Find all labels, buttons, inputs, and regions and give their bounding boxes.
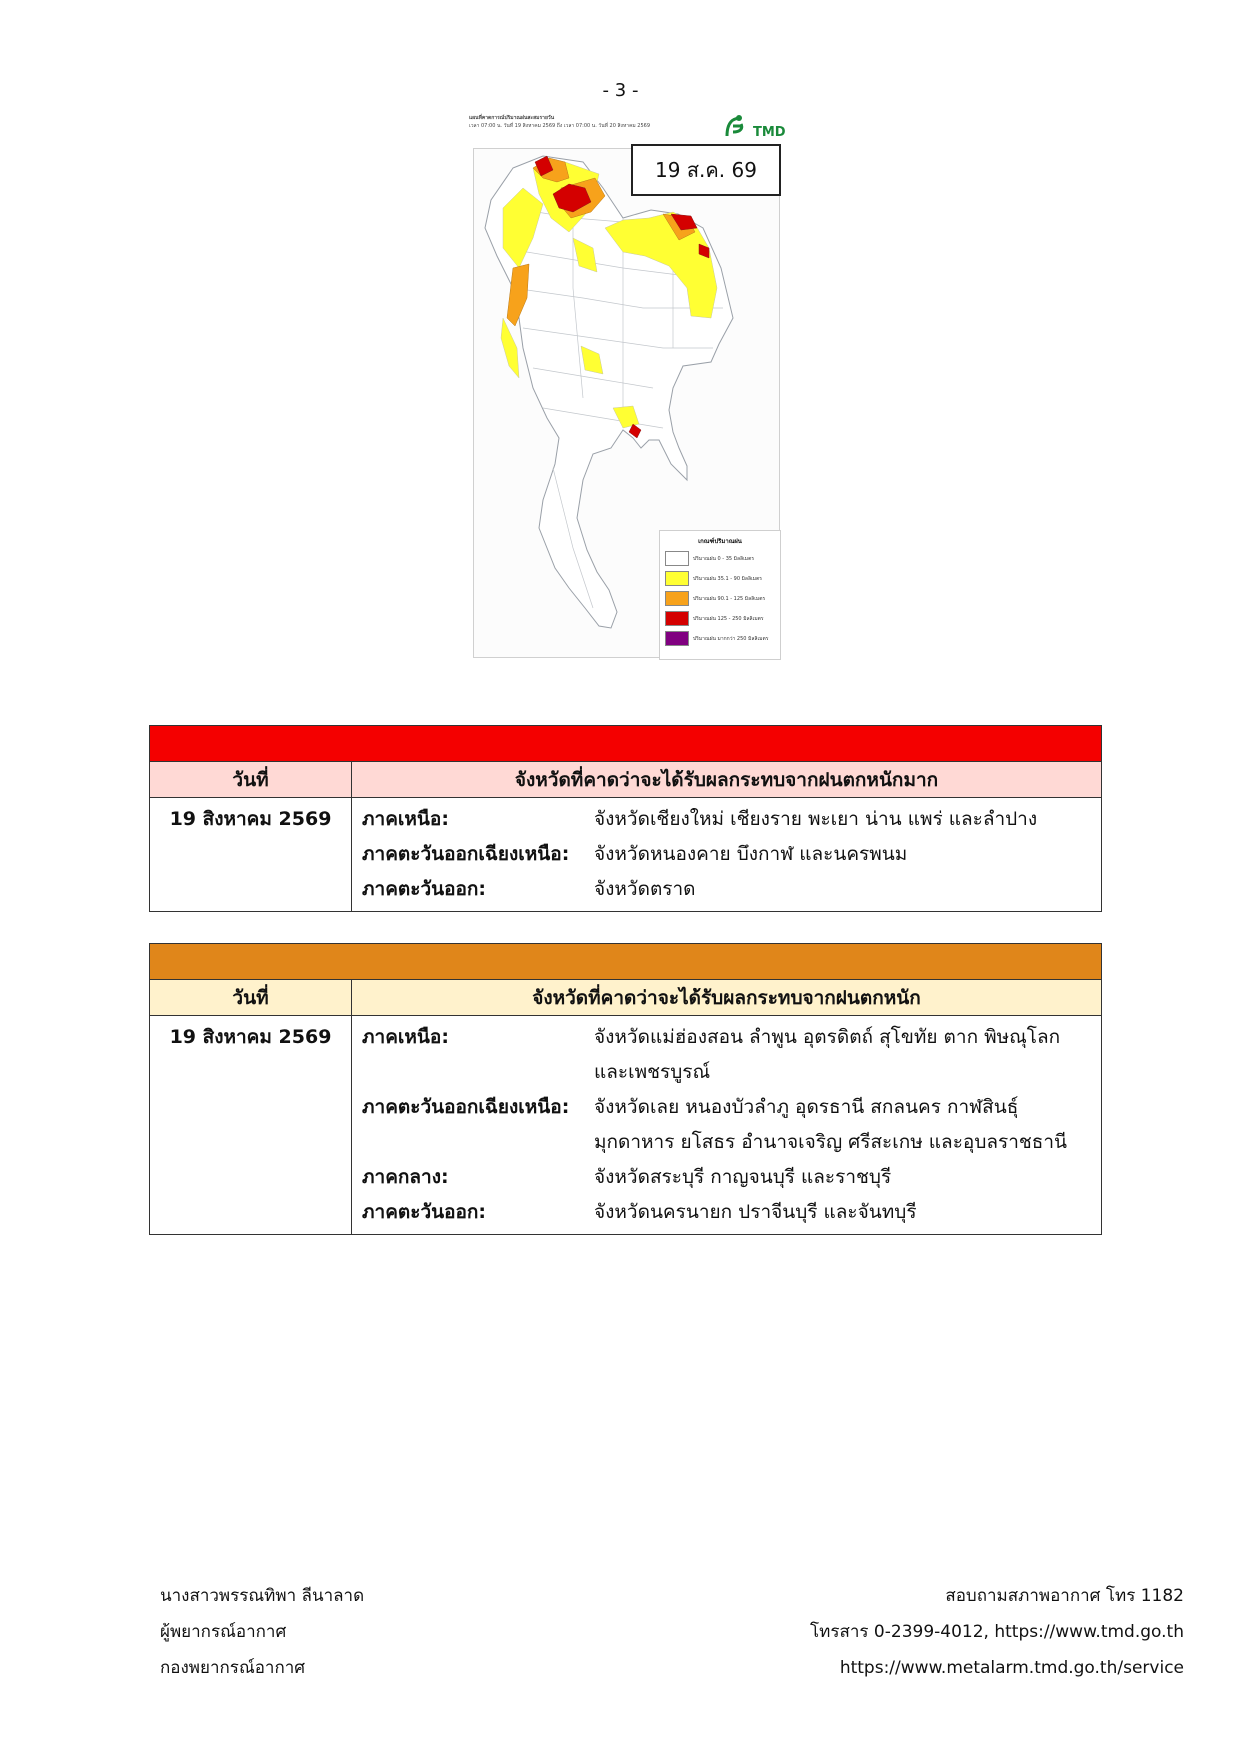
region-row — [362, 872, 1093, 907]
region-row — [362, 837, 1093, 872]
page-number: - 3 - — [602, 80, 639, 101]
legend-swatch — [665, 631, 689, 646]
warning-level-bar-red — [150, 726, 1102, 762]
region-name: ภาคเหนือ: — [362, 808, 449, 830]
regions-cell — [352, 798, 1102, 912]
date-cell: 19 สิงหาคม 2569 — [150, 798, 352, 912]
legend-item — [665, 611, 780, 626]
header-provinces: จังหวัดที่คาดว่าจะได้รับผลกระทบจากฝนตกหนักมาก — [352, 762, 1102, 798]
forecaster-name: นางสาวพรรณทิพา ลีนาลาด — [160, 1586, 365, 1606]
date-cell: 19 สิงหาคม 2569 — [150, 1016, 352, 1235]
region-provinces: จังหวัดแม่ฮ่องสอน ลำพูน อุตรดิตถ์ สุโขทัย ตาก พิษณุโลก — [594, 1026, 1061, 1048]
region-provinces: จังหวัดเชียงใหม่ เชียงราย พะเยา น่าน แพร่ และลำปาง — [594, 808, 1038, 830]
legend-item — [665, 571, 780, 586]
region-provinces-continued: มุกดาหาร ยโสธร อำนาจเจริญ ศรีสะเกษ และอุบลราชธานี — [594, 1131, 1068, 1153]
legend-title: เกณฑ์ปริมาณฝน — [698, 538, 742, 545]
legend-swatch — [665, 571, 689, 586]
legend-item — [665, 591, 780, 606]
region-row — [362, 1195, 1093, 1230]
map-header-period: เวลา 07:00 น. วันที่ 19 สิงหาคม 2569 ถึง เวลา 07:00 น. วันที่ 20 สิงหาคม 2569 — [469, 123, 651, 129]
rain-forecast-map — [463, 110, 793, 658]
region-name: ภาคตะวันออก: — [362, 878, 487, 900]
region-row — [362, 802, 1093, 837]
heavy-rain-table — [149, 943, 1102, 1235]
region-row — [362, 1020, 1093, 1055]
region-name-empty — [362, 1125, 594, 1160]
header-date: วันที่ — [150, 980, 352, 1016]
header-provinces: จังหวัดที่คาดว่าจะได้รับผลกระทบจากฝนตกหนัก — [352, 980, 1102, 1016]
region-provinces-continued: และเพชรบูรณ์ — [594, 1061, 711, 1083]
region-name-empty — [362, 1055, 594, 1090]
region-row — [362, 1090, 1093, 1125]
legend-label: ปริมาณฝน 125 - 250 มิลลิเมตร — [693, 615, 764, 622]
region-name: ภาคตะวันออกเฉียงเหนือ: — [362, 1096, 570, 1118]
legend-item — [665, 551, 780, 566]
legend-swatch — [665, 591, 689, 606]
legend-label: ปริมาณฝน 35.1 - 90 มิลลิเมตร — [693, 575, 762, 582]
legend-item — [665, 631, 780, 646]
warning-level-bar-orange — [150, 944, 1102, 980]
region-provinces: จังหวัดตราด — [594, 878, 696, 900]
logo-text: TMD — [753, 125, 786, 140]
region-name: ภาคกลาง: — [362, 1166, 449, 1188]
region-name: ภาคตะวันออก: — [362, 1201, 487, 1223]
legend-label: ปริมาณฝน 0 - 35 มิลลิเมตร — [693, 555, 755, 562]
map-header-title: แผนที่คาดการณ์ปริมาณฝนสะสมรายวัน — [469, 115, 555, 121]
forecaster-division: กองพยากรณ์อากาศ — [160, 1658, 306, 1678]
contact-service-link[interactable]: https://www.metalarm.tmd.go.th/service — [839, 1658, 1184, 1678]
header-date: วันที่ — [150, 762, 352, 798]
region-name: ภาคตะวันออกเฉียงเหนือ: — [362, 843, 570, 865]
region-provinces: จังหวัดเลย หนองบัวลำภู อุดรธานี สกลนคร กาฬสินธุ์ — [594, 1096, 1019, 1118]
very-heavy-rain-table — [149, 725, 1102, 912]
region-row-continued — [362, 1055, 1093, 1090]
region-provinces: จังหวัดนครนายก ปราจีนบุรี และจันทบุรี — [594, 1201, 917, 1223]
forecaster-title: ผู้พยากรณ์อากาศ — [160, 1622, 287, 1642]
forecaster-signature — [160, 1578, 364, 1686]
legend-label: ปริมาณฝน มากกว่า 250 มิลลิเมตร — [693, 635, 769, 642]
region-name: ภาคเหนือ: — [362, 1026, 449, 1048]
region-provinces: จังหวัดสระบุรี กาญจนบุรี และราชบุรี — [594, 1166, 892, 1188]
regions-cell — [352, 1016, 1102, 1235]
region-provinces: จังหวัดหนองคาย บึงกาฬ และนครพนม — [594, 843, 908, 865]
contact-info — [810, 1578, 1184, 1686]
legend-swatch — [665, 551, 689, 566]
region-row-continued — [362, 1125, 1093, 1160]
legend-swatch — [665, 611, 689, 626]
map-legend — [659, 530, 781, 660]
map-date-label: 19 ส.ค. 69 — [631, 144, 781, 196]
map-header — [469, 114, 699, 130]
legend-label: ปริมาณฝน 90.1 - 125 มิลลิเมตร — [693, 595, 766, 602]
contact-fax-website: โทรสาร 0-2399-4012, https://www.tmd.go.th — [810, 1622, 1184, 1642]
contact-phone: สอบถามสภาพอากาศ โทร 1182 — [945, 1586, 1184, 1606]
region-row — [362, 1160, 1093, 1195]
tmd-logo-icon — [719, 112, 789, 142]
